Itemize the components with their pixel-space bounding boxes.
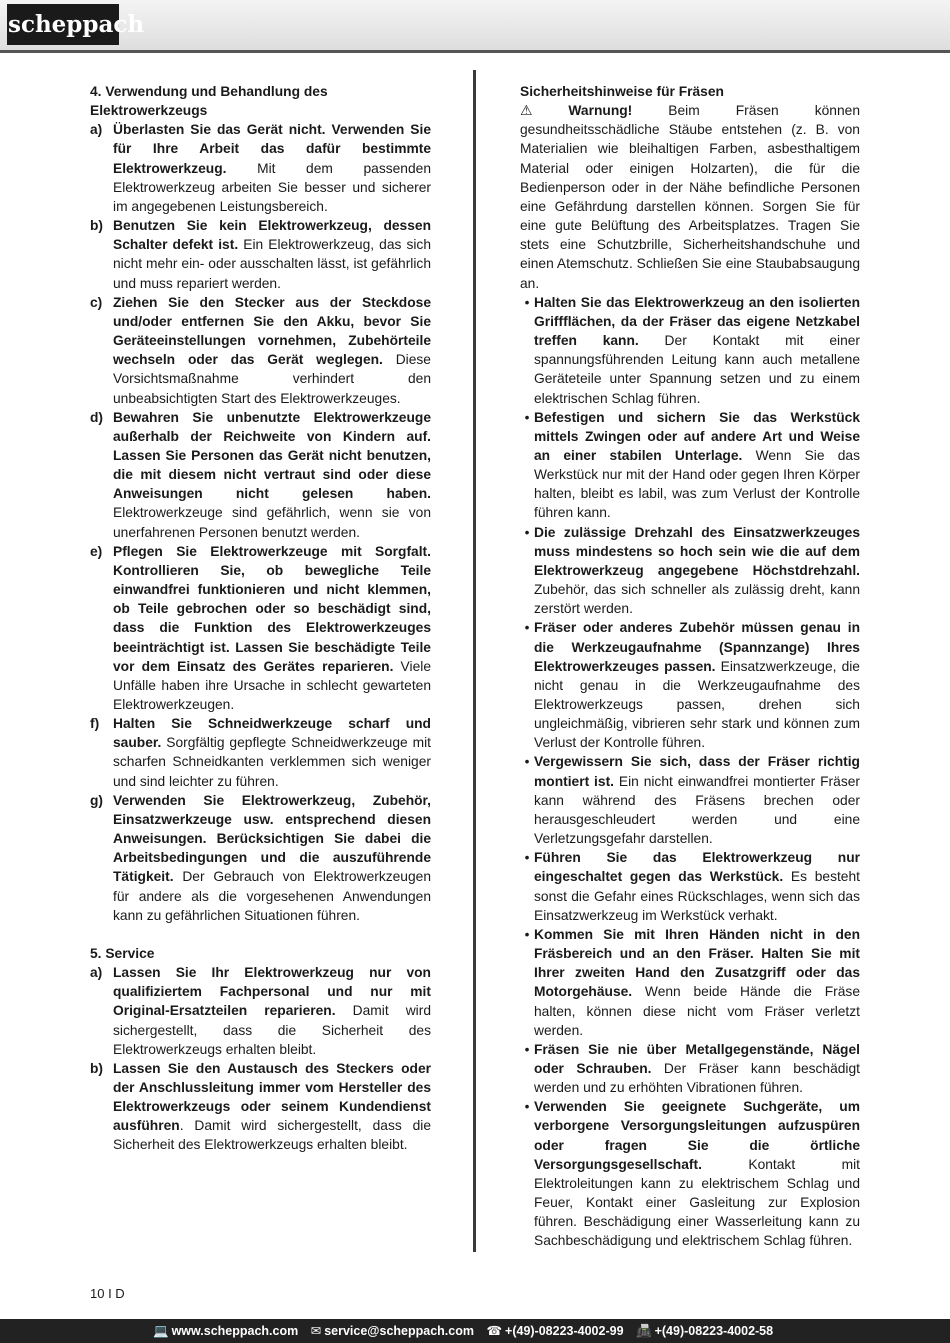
footer-email[interactable]: [311, 1319, 474, 1343]
header-divider: [0, 50, 950, 53]
list-item: [90, 714, 431, 791]
footer-fax: [636, 1319, 773, 1343]
item-bold-text: Fräsen Sie nie über Metallgegenstände, Nägel oder Schrauben.: [534, 1041, 860, 1076]
bullet-item: [520, 1040, 860, 1097]
computer-icon: 💻: [153, 1324, 169, 1338]
item-normal-text: Der Fräser kann beschädigt werden und zu erhöhten Vibrationen führen.: [534, 1060, 860, 1096]
bullet-marker: •: [524, 620, 530, 636]
item-bold-text: Pflegen Sie Elektrowerkzeuge mit Sorgfalt. Kontrollieren Sie, ob bewegliche Teile einwandfrei funktionieren und nicht klemmen, ob Teile gebrochen oder so beschädigt sind, dass die Funktion des Elektrowerkzeuges beeinträchtigt ist. Lassen Sie beschädigte Teile vor dem Einsatz des Gerätes reparieren.: [113, 543, 431, 674]
item-bold-text: Überlasten Sie das Gerät nicht. Verwenden Sie für Ihre Arbeit das dafür bestimmte Elektrowerkzeug.: [113, 122, 431, 176]
page-header: [0, 0, 950, 50]
right-column: [520, 82, 860, 1251]
list-marker: b): [90, 218, 104, 234]
item-text: [534, 925, 860, 1040]
item-bold-text: Fräser oder anderes Zubehör müssen genau in die Werkzeugaufnahme (Spannzange) Ihres Elektrowerkzeuges passen.: [534, 620, 860, 674]
bullet-item: [520, 293, 860, 408]
item-normal-text: Einsatzwerkzeuge, die nicht genau in die Werkzeugaufnahme des Elektrowerkzeugs passen, drehen sich ungleichmäßig, vibrieren sehr stark und können zum Verlust der Kontrolle führen.: [534, 658, 860, 751]
footer-website[interactable]: [153, 1319, 298, 1343]
item-bold-text: Lassen Sie den Austausch des Steckers oder der Anschlussleitung immer vom Hersteller des Elektrowerkzeugs oder seinem Kundendienst ausführen: [113, 1060, 431, 1134]
item-normal-text: Sorgfältig gepflegte Schneidwerkzeuge mit scharfen Schneidkanten verklemmen sich weniger und sind leichter zu führen.: [113, 735, 431, 789]
item-text: [113, 120, 431, 216]
item-bold-text: Benutzen Sie kein Elektrowerkzeug, dessen Schalter defekt ist.: [113, 218, 431, 253]
section-spacer: [90, 925, 431, 944]
item-normal-text: Zubehör, das sich schneller als zulässig dreht, kann zerstört werden.: [534, 582, 860, 617]
item-bold-text: Die zulässige Drehzahl des Einsatzwerkzeuges muss mindestens so hoch sein wie die auf dem Elektrowerkzeug angegebene Höchstdrehzahl.: [534, 524, 860, 578]
list-marker: f): [90, 716, 100, 732]
item-bold-text: Kommen Sie mit Ihren Händen nicht in den Fräsbereich und an den Fräser. Halten Sie mit Ihrer zweiten Hand den Zusatzgriff oder das Motorgehäuse.: [534, 926, 860, 1000]
item-normal-text: Viele Unfälle haben ihre Ursache in schlecht gewarteten Elektrowerkzeugen.: [113, 658, 431, 712]
item-bold-text: Verwenden Sie geeignete Suchgeräte, um verborgene Versorgungsleitungen aufzuspüren oder fragen Sie die örtliche Versorgungsgesellschaft.: [534, 1099, 860, 1172]
item-bold-text: Halten Sie Schneidwerkzeuge scharf und sauber.: [113, 716, 431, 751]
column-divider: [473, 70, 476, 1252]
list-marker: d): [90, 409, 104, 425]
left-column: [90, 82, 431, 1155]
mail-icon: ✉: [310, 1324, 322, 1338]
bullet-item: [520, 523, 860, 619]
list-item: [90, 791, 431, 925]
list-item: [90, 216, 431, 293]
bullet-marker: •: [524, 294, 530, 310]
item-bold-text: Lassen Sie Ihr Elektrowerkzeug nur von qualifiziertem Fachpersonal und nur mit Original-Ersatzteilen reparieren.: [113, 965, 431, 1019]
bullet-marker: •: [524, 754, 530, 770]
item-normal-text: . Damit wird sichergestellt, dass die Sicherheit des Elektrowerkzeugs erhalten bleibt.: [113, 1118, 431, 1153]
item-bold-text: Führen Sie das Elektrowerkzeug nur eingeschaltet gegen das Werkstück.: [534, 850, 860, 885]
list-item: [90, 408, 431, 542]
item-text: [534, 523, 860, 619]
item-text: [534, 1040, 860, 1097]
item-text: [113, 791, 431, 925]
list-marker: a): [90, 122, 103, 138]
list-item: [90, 542, 431, 714]
item-normal-text: Es besteht sonst die Gefahr eines Rückschlages, wenn sich das Einsatzwerkzeug im Werkstück verhakt.: [534, 869, 860, 923]
item-bold-text: Befestigen und sichern Sie das Werkstück mittels Zwingen oder auf andere Art und Weise an einer stabilen Unterlage.: [534, 409, 860, 463]
item-normal-text: Diese Vorsichtsmaßnahme verhindert den unbeabsichtigten Start des Elektrowerkzeuges.: [113, 352, 431, 406]
bullet-item: [520, 752, 860, 848]
bullet-marker: •: [524, 926, 530, 942]
item-normal-text: Kontakt mit Elektroleitungen kann zu elektrischem Schlag und Feuer, Kontakt einer Gasleitung zur Explosion führen. Beschädigung einer Wasserleitung kann zu Sachbeschädigung und elektrischem Schlag führen.: [534, 1156, 860, 1249]
item-normal-text: Der Gebrauch von Elektrowerkzeugen für andere als die vorgesehenen Anwendungen kann zu gefährlichen Situationen führen.: [113, 869, 431, 923]
list-marker: e): [90, 543, 103, 559]
list-marker: g): [90, 792, 104, 808]
fax-icon: 📠: [636, 1324, 652, 1338]
footer-email-text: service@scheppach.com: [324, 1324, 474, 1338]
item-normal-text: Damit wird sichergestellt, dass die Sicherheit des Elektrowerkzeugs erhalten bleibt.: [113, 1003, 432, 1057]
page-footer: [0, 1319, 950, 1343]
footer-fax-text: +(49)-08223-4002-58: [654, 1324, 774, 1338]
item-normal-text: Mit dem passenden Elektrowerkzeug arbeiten Sie besser und sicherer im angegebenen Leistungsbereich.: [113, 160, 431, 214]
section-5-heading: 5. Service: [90, 945, 155, 961]
list-item: [90, 963, 431, 1059]
item-text: [113, 293, 431, 408]
list-item: [90, 120, 431, 216]
item-text: [534, 848, 860, 925]
footer-phone: [486, 1319, 623, 1343]
bullet-marker: •: [524, 1041, 530, 1057]
brand-logo: scheppach: [7, 4, 119, 45]
bullet-item: [520, 618, 860, 752]
bullet-item: [520, 1097, 860, 1250]
item-text: [113, 963, 431, 1059]
bullet-marker: •: [524, 850, 530, 866]
footer-website-text: www.scheppach.com: [171, 1324, 299, 1338]
item-text: [113, 714, 431, 791]
item-bold-text: Halten Sie das Elektrowerkzeug an den isolierten Griffflächen, da der Fräser das eigene Netzkabel treffen kann.: [534, 294, 860, 349]
item-text: [534, 408, 860, 523]
section-5-list: [90, 963, 431, 1155]
list-marker: b): [90, 1060, 104, 1076]
milling-safety-list: [520, 293, 860, 1251]
milling-safety-heading: Sicherheitshinweise für Fräsen: [520, 84, 724, 99]
item-bold-text: Bewahren Sie unbenutzte Elektrowerkzeuge außerhalb der Reichweite von Kindern auf. Lassen Sie Personen das Gerät nicht benutzen, die mit diesem nicht vertraut sind oder diese Anweisungen nicht gelesen haben.: [113, 409, 431, 502]
item-text: [113, 216, 431, 293]
item-text: [534, 1097, 860, 1250]
item-text: [534, 618, 860, 752]
item-text: [113, 408, 431, 542]
bullet-marker: •: [524, 409, 530, 425]
item-text: [113, 1059, 431, 1155]
item-normal-text: Ein nicht einwandfrei montierter Fräser kann während des Fräsens brechen oder herausgeschleudert werden und eine Verletzungsgefahr darstellen.: [534, 773, 860, 847]
list-item: [90, 1059, 431, 1155]
list-item: [90, 293, 431, 408]
page-number: 10 I D: [90, 1286, 125, 1301]
bullet-item: [520, 925, 860, 1040]
item-normal-text: Ein Elektrowerkzeug, das sich nicht mehr ein- oder ausschalten lässt, ist gefährlich und muss repariert werden.: [113, 237, 432, 291]
item-normal-text: Elektrowerkzeuge sind gefährlich, wenn sie von unerfahrenen Personen benutzt werden.: [113, 505, 431, 540]
item-normal-text: Der Kontakt mit einer spannungsführenden Leitung kann auch metallene Geräteteile unter Spannung setzen und zu einem elektrischen Schlag führen.: [534, 333, 861, 406]
section-4-list: [90, 120, 431, 925]
item-normal-text: Wenn beide Hände die Fräse halten, können diese nicht vom Fräser verletzt werden.: [534, 984, 860, 1038]
warning-paragraph: [520, 101, 860, 293]
phone-icon: ☎: [486, 1324, 503, 1338]
list-marker: c): [90, 294, 103, 310]
item-text: [534, 752, 860, 848]
bullet-marker: •: [524, 1099, 530, 1115]
item-normal-text: Wenn Sie das Werkstück nur mit der Hand oder gegen Ihren Körper halten, bleibt es labil, was zum Verlust der Kontrolle führen kann.: [534, 447, 861, 521]
bullet-item: [520, 848, 860, 925]
item-bold-text: Vergewissern Sie sich, dass der Fräser richtig montiert ist.: [534, 754, 860, 789]
list-marker: a): [90, 965, 103, 981]
footer-phone-text: +(49)-08223-4002-99: [505, 1324, 624, 1338]
item-bold-text: Ziehen Sie den Stecker aus der Steckdose und/oder entfernen Sie den Akku, bevor Sie Geräteeinstellungen vornehmen, Zubehörteile wechseln oder das Gerät weglegen.: [113, 294, 431, 368]
item-text: [113, 542, 431, 714]
warning-label: Warnung!: [568, 103, 633, 119]
section-4-heading: 4. Verwendung und Behandlung des Elektrowerkzeugs: [90, 84, 328, 119]
bullet-item: [520, 408, 860, 523]
bullet-marker: •: [524, 524, 530, 540]
item-text: [534, 293, 860, 408]
warning-text: Beim Fräsen können gesundheitsschädliche Stäube entstehen (z. B. von Materialien wie bleihaltigen Farben, asbesthaltigem Material oder einigen Holzarten), die für die Bedienperson oder in der Nähe befindliche Personen eine Gefährdung darstellen können. Sorgen Sie für eine gute Belüftung des Arbeitsplatzes. Tragen Sie stets eine Schutzbrille, Sicherheitshandschuhe und einen Atemschutz. Schließen Sie eine Staubabsaugung an.: [520, 103, 860, 291]
warning-icon: ⚠: [520, 103, 533, 119]
item-bold-text: Verwenden Sie Elektrowerkzeug, Zubehör, Einsatzwerkzeuge usw. entsprechend diesen Anweisungen. Berücksichtigen Sie dabei die Arbeitsbedingungen und die auszuführende Tätigkeit.: [113, 792, 431, 885]
